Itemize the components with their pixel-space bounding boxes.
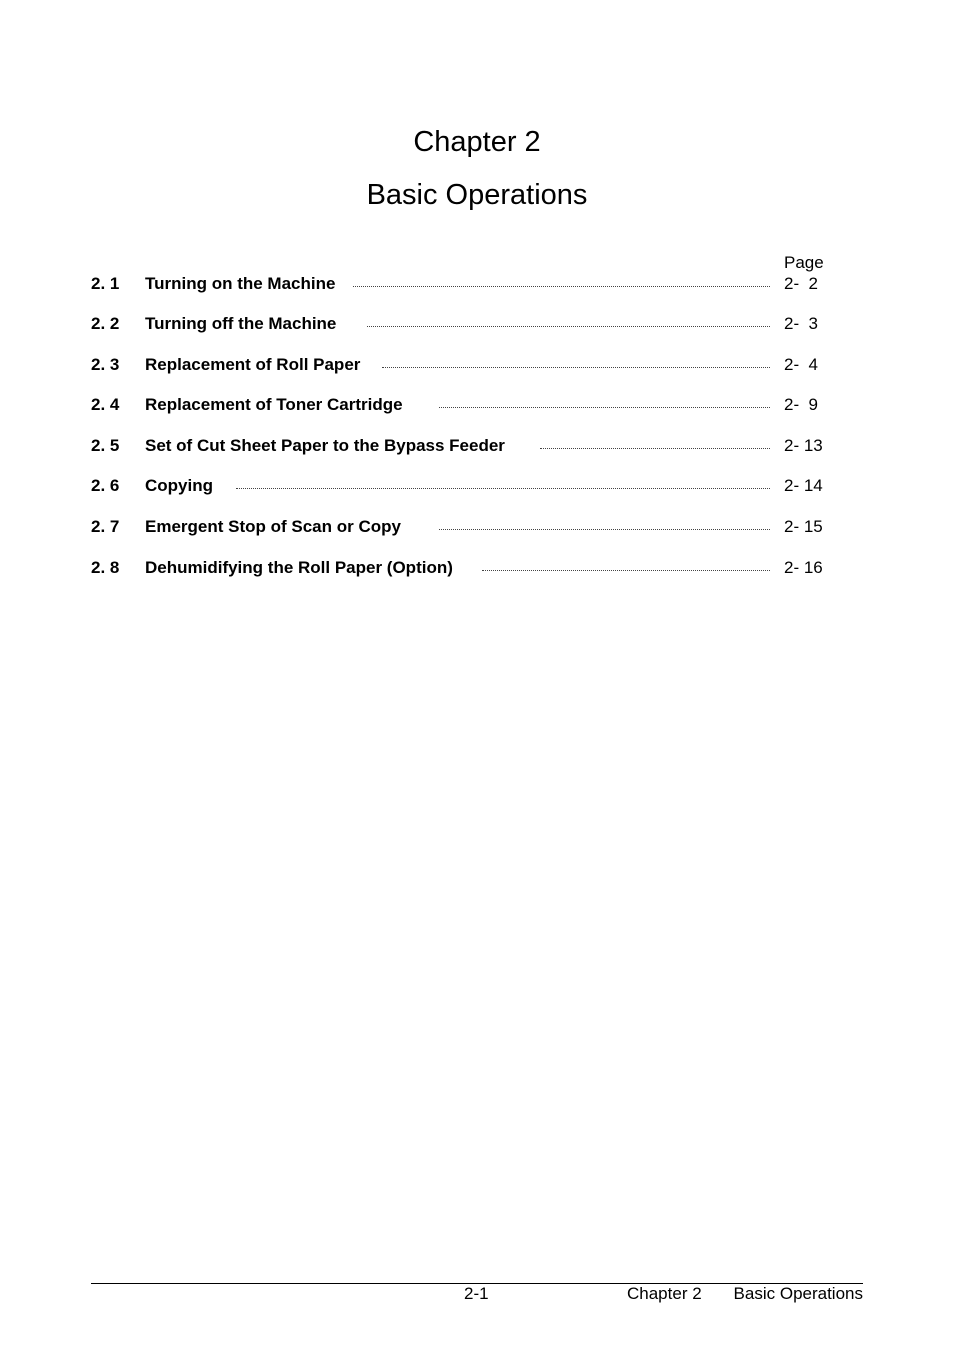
dot-leader [353, 286, 770, 287]
toc-entry-title: Emergent Stop of Scan or Copy [145, 517, 401, 536]
dot-leader [382, 367, 770, 368]
toc-entry-number: 2. 1 [91, 274, 120, 293]
toc-entry-title: Copying [145, 476, 213, 495]
toc-entry[interactable] [0, 313, 954, 335]
toc-entry-title: Replacement of Roll Paper [145, 355, 361, 374]
toc-entry-number: 2. 8 [91, 558, 120, 577]
toc-entry-title: Set of Cut Sheet Paper to the Bypass Feeder [145, 436, 505, 455]
toc-entry-number: 2. 3 [91, 355, 120, 374]
dot-leader [439, 529, 770, 530]
chapter-title: Basic Operations [366, 179, 588, 211]
toc-entry-page: 2- 16 [784, 558, 823, 577]
toc-entry-title: Turning off the Machine [145, 314, 337, 333]
dot-leader [540, 448, 770, 449]
toc-entry[interactable] [0, 273, 954, 295]
toc-entry-page: 2- 15 [784, 517, 823, 536]
toc-entry-title: Replacement of Toner Cartridge [145, 395, 403, 414]
toc-entry-page: 2- 13 [784, 436, 823, 455]
toc-entry-page: 2- 2 [784, 274, 819, 293]
toc-entry[interactable] [0, 354, 954, 376]
toc-entry[interactable] [0, 435, 954, 457]
dot-leader [439, 407, 770, 408]
toc-entry[interactable] [0, 557, 954, 579]
toc-entry-title: Dehumidifying the Roll Paper (Option) [145, 558, 453, 577]
toc-entry-page: 2- 3 [784, 314, 819, 333]
dot-leader [236, 488, 770, 489]
toc-entry-number: 2. 2 [91, 314, 120, 333]
toc-entry-number: 2. 6 [91, 476, 120, 495]
toc-entry-number: 2. 7 [91, 517, 120, 536]
toc-entry-title: Turning on the Machine [145, 274, 336, 293]
toc-entry[interactable] [0, 475, 954, 497]
toc-entry[interactable] [0, 394, 954, 416]
toc-entry-page: 2- 9 [784, 395, 819, 414]
toc-entry-number: 2. 5 [91, 436, 120, 455]
toc-entry-page: 2- 4 [784, 355, 819, 374]
footer-section-title: Basic Operations [733, 1284, 863, 1303]
footer-page-number: 2-1 [464, 1284, 489, 1303]
toc-entry-number: 2. 4 [91, 395, 120, 414]
dot-leader [482, 570, 770, 571]
toc-entry-page: 2- 14 [784, 476, 823, 495]
toc-entry[interactable] [0, 516, 954, 538]
chapter-number: Chapter 2 [413, 126, 541, 158]
page-column-header: Page [784, 253, 824, 272]
footer-chapter: Chapter 2 [627, 1284, 702, 1303]
dot-leader [367, 326, 770, 327]
